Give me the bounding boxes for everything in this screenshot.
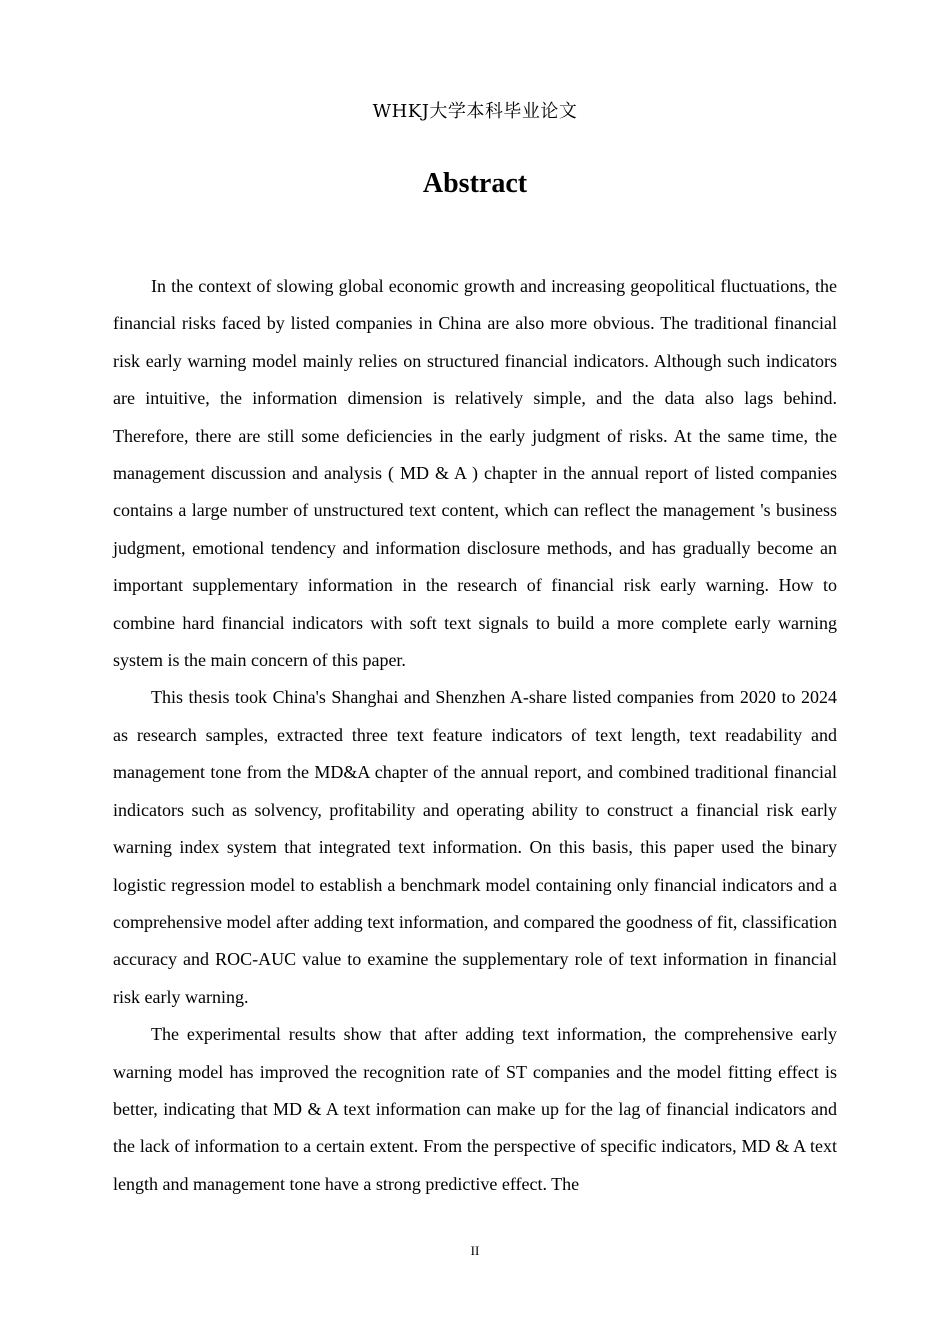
- abstract-paragraph-1: In the context of slowing global economic growth and increasing geopolitical fluctuations, the financial risks faced by listed companies in China are also more obvious. The traditional financial risk early warning model mainly relies on structured financial indicators. Although such indicators are intuitive, the information dimension is relatively simple, and the data also lags behind. Therefore, there are still some deficiencies in the early judgment of risks. At the same time, the management discussion and analysis ( MD & A ) chapter in the annual report of listed companies contains a large number of unstructured text content, which can reflect the management 's business judgment, emotional tendency and information disclosure methods, and has gradually become an important supplementary information in the research of financial risk early warning. How to combine hard financial indicators with soft text signals to build a more complete early warning system is the main concern of this paper.: [113, 276, 837, 671]
- page-title: Abstract: [422, 168, 528, 199]
- running-header: WHKJ大学本科毕业论文: [372, 101, 578, 122]
- abstract-body: [113, 268, 837, 1203]
- abstract-paragraph-3: The experimental results show that after adding text information, the comprehensive early warning model has improved the recognition rate of ST companies and the model fitting effect is better, indicating that MD & A text information can make up for the lag of financial indicators and the lack of information to a certain extent. From the perspective of specific indicators, MD & A text length and management tone have a strong predictive effect. The: [113, 1024, 837, 1194]
- page-number: II: [470, 1243, 480, 1258]
- abstract-paragraph-2: This thesis took China's Shanghai and Shenzhen A-share listed companies from 2020 to 2024 as research samples, extracted three text feature indicators of text length, text readability and management tone from the MD&A chapter of the annual report, and combined traditional financial indicators such as solvency, profitability and operating ability to construct a financial risk early warning index system that integrated text information. On this basis, this paper used the binary logistic regression model to establish a benchmark model containing only financial indicators and a comprehensive model after adding text information, and compared the goodness of fit, classification accuracy and ROC-AUC value to examine the supplementary role of text information in financial risk early warning.: [113, 687, 837, 1007]
